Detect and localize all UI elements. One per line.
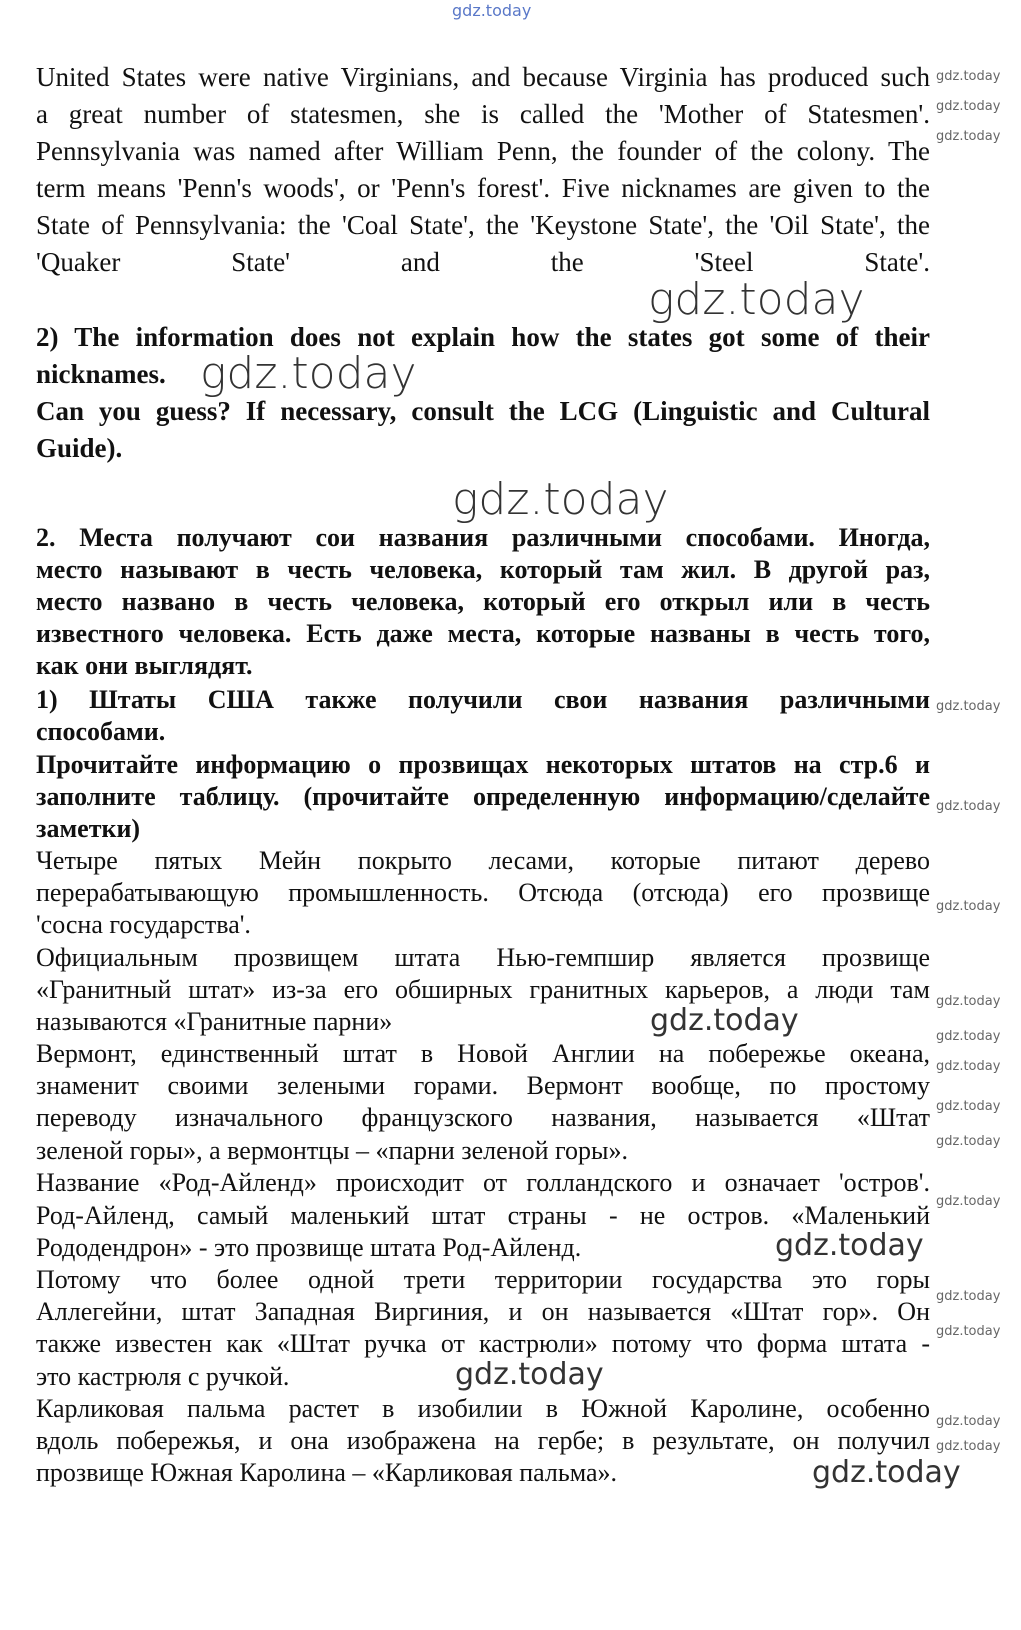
body-line: Официальным прозвищем штата Нью-гемпшир является прозвище xyxy=(36,943,930,972)
body-line: перерабатывающую промышленность. Отсюда (отсюда) его прозвище xyxy=(36,878,930,907)
paragraph-line: a great number of statesmen, she is called the 'Mother of Statesmen'. xyxy=(36,99,930,129)
watermark: gdz.today xyxy=(936,1414,1001,1429)
watermark: gdz.today xyxy=(936,129,1001,144)
watermark: gdz.today xyxy=(936,1099,1001,1114)
watermark: gdz.today xyxy=(452,474,669,525)
watermark: gdz.today xyxy=(200,348,417,399)
body-line: это кастрюля с ручкой. xyxy=(36,1362,290,1391)
watermark: gdz.today xyxy=(936,799,1001,814)
heading-line: 1) Штаты США также получили свои названия различными xyxy=(36,685,930,714)
watermark: gdz.today xyxy=(936,99,1001,114)
body-line: зеленой горы», а вермонтцы – «парни зеленой горы». xyxy=(36,1136,628,1165)
watermark: gdz.today xyxy=(452,1,532,20)
body-line: знаменит своими зелеными горами. Вермонт вообще, по простому xyxy=(36,1071,930,1100)
heading-line: способами. xyxy=(36,717,166,746)
watermark: gdz.today xyxy=(775,1228,924,1263)
body-line: 'сосна государства'. xyxy=(36,910,251,939)
body-line: Род-Айленд, самый маленький штат страны - не остров. «Маленький xyxy=(36,1201,930,1230)
watermark: gdz.today xyxy=(936,1194,1001,1209)
body-line: Рододендрон» - это прозвище штата Род-Айленд. xyxy=(36,1233,582,1262)
watermark: gdz.today xyxy=(936,1289,1001,1304)
watermark: gdz.today xyxy=(936,994,1001,1009)
task-line: 2) The information does not explain how the states got some of their xyxy=(36,322,930,352)
heading-line: Прочитайте информацию о прозвищах некоторых штатов на стр.6 и xyxy=(36,750,930,779)
body-line: Карликовая пальма растет в изобилии в Южной Каролине, особенно xyxy=(36,1394,930,1423)
heading-line: место названо в честь человека, который его открыл или в честь xyxy=(36,587,930,616)
task-line: Can you guess? If necessary, consult the LCG (Linguistic and Cultural xyxy=(36,396,930,426)
watermark: gdz.today xyxy=(936,699,1001,714)
watermark: gdz.today xyxy=(936,1324,1001,1339)
watermark: gdz.today xyxy=(650,1003,799,1038)
body-line: вдоль побережья, и она изображена на гербе; в результате, он получил xyxy=(36,1426,930,1455)
body-line: «Гранитный штат» из-за его обширных гранитных карьеров, а люди там xyxy=(36,975,930,1004)
watermark: gdz.today xyxy=(936,899,1001,914)
paragraph-line: term means 'Penn's woods', or 'Penn's forest'. Five nicknames are given to the xyxy=(36,173,930,203)
body-line: Название «Род-Айленд» происходит от голландского и означает 'остров'. xyxy=(36,1168,930,1197)
watermark: gdz.today xyxy=(936,1029,1001,1044)
task-line: nicknames. xyxy=(36,359,166,389)
watermark: gdz.today xyxy=(936,69,1001,84)
body-line: также известен как «Штат ручка от кастрюли» потому что форма штата - xyxy=(36,1329,930,1358)
heading-line: место называют в честь человека, который там жил. В другой раз, xyxy=(36,555,930,584)
paragraph-line: 'Quaker State' and the 'Steel State'. xyxy=(36,247,930,277)
heading-line: заполните таблицу. (прочитайте определенную информацию/сделайте xyxy=(36,782,930,811)
body-line: Четыре пятых Мейн покрыто лесами, которые питают дерево xyxy=(36,846,930,875)
watermark: gdz.today xyxy=(455,1357,604,1392)
body-line: переводу изначального французского названия, называется «Штат xyxy=(36,1103,930,1132)
body-line: прозвище Южная Каролина – «Карликовая пальма». xyxy=(36,1458,618,1487)
watermark: gdz.today xyxy=(936,1134,1001,1149)
body-line: Вермонт, единственный штат в Новой Англии на побережье океана, xyxy=(36,1039,930,1068)
body-line: Потому что более одной трети территории государства это горы xyxy=(36,1265,930,1294)
paragraph-line: United States were native Virginians, and because Virginia has produced such xyxy=(36,62,930,92)
heading-line: известного человека. Есть даже места, которые названы в честь того, xyxy=(36,619,930,648)
paragraph-line: State of Pennsylvania: the 'Coal State', the 'Keystone State', the 'Oil State', the xyxy=(36,210,930,240)
watermark: gdz.today xyxy=(936,1059,1001,1074)
heading-line: как они выглядят. xyxy=(36,651,253,680)
task-line: Guide). xyxy=(36,433,123,463)
body-line: Аллегейни, штат Западная Виргиния, и он называется «Штат гор». Он xyxy=(36,1297,930,1326)
heading-line: заметки) xyxy=(36,814,141,843)
body-line: называются «Гранитные парни» xyxy=(36,1007,393,1036)
paragraph-line: Pennsylvania was named after William Penn, the founder of the colony. The xyxy=(36,136,930,166)
heading-line: 2. Места получают сои названия различными способами. Иногда, xyxy=(36,523,930,552)
watermark: gdz.today xyxy=(936,1439,1001,1454)
watermark: gdz.today xyxy=(812,1455,961,1490)
watermark: gdz.today xyxy=(648,274,865,325)
